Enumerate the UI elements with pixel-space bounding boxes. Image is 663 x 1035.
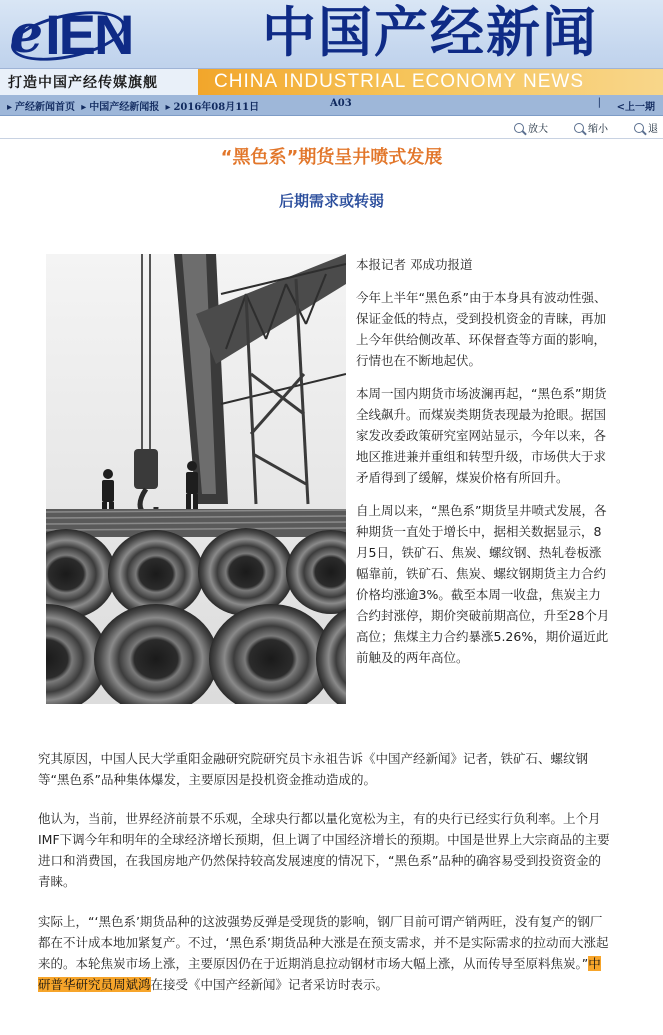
- article-paragraph-4: 究其原因，中国人民大学重阳金融研究院研究员卞永祖告诉《中国产经新闻》记者，铁矿石、螺纹钢等“黑色系”品种集体爆发，主要原因是投机资金推动造成的。: [38, 751, 589, 787]
- article-paragraph-4-block: [38, 748, 610, 790]
- breadcrumb-date-link[interactable]: 2016年08月11日: [173, 102, 260, 113]
- breadcrumb-paper-link[interactable]: 中国产经新闻报: [89, 102, 160, 113]
- article-byline: 本报记者 邓成功报道: [356, 257, 473, 272]
- breadcrumb-bar: [0, 95, 663, 116]
- article-paragraph-6-block: [38, 911, 610, 995]
- back-button[interactable]: [634, 120, 658, 135]
- zoom-out-button[interactable]: [574, 120, 608, 135]
- zoom-in-label: 放大: [528, 124, 548, 135]
- breadcrumb: [4, 98, 259, 113]
- article-paragraph-2: 本周一国内期货市场波澜再起，“黑色系”期货全线飙升。而煤炭类期货表现最为抢眼。据国家发改委政策研究室网站显示，今年以来，各地区推进兼并重组和转型升级，市场供大于求矛盾得到了缓解，煤炭价格有所回升。: [356, 386, 607, 485]
- slogan-cn: 打造中国产经传媒旗舰: [8, 75, 158, 91]
- article-subtitle: 后期需求或转弱: [278, 192, 384, 210]
- zoom-out-icon: [574, 123, 584, 133]
- breadcrumb-home-link[interactable]: 产经新闻首页: [15, 102, 76, 113]
- article-paragraph-1: 今年上半年“黑色系”由于本身具有波动性强、保证金低的特点，受到投机资金的青睐，再加上今年供给侧改革、环保督查等方面的影响，行情也在不断地起伏。: [356, 290, 607, 368]
- article-paragraph-6: [38, 911, 610, 995]
- article-title: “黑色系”期货呈井喷式发展: [220, 147, 443, 168]
- breadcrumb-arrow-icon: ▸: [165, 102, 171, 113]
- site-title: 中国产经新闻: [262, 1, 598, 64]
- paragraph-6-tail: 在接受《中国产经新闻》记者采访时表示。: [150, 977, 389, 992]
- breadcrumb-arrow-icon: ▸: [81, 102, 87, 113]
- nav-separator: |: [597, 97, 601, 108]
- previous-issue-link[interactable]: <上一期: [616, 102, 655, 113]
- zoom-out-label: 缩小: [588, 124, 608, 135]
- page-code: A03: [330, 98, 352, 109]
- slogan-bar: [0, 68, 663, 95]
- zoom-in-button[interactable]: [514, 120, 548, 135]
- logo-ien: IEN: [45, 3, 133, 66]
- zoom-in-icon: [514, 123, 524, 133]
- site-header: [0, 0, 663, 95]
- slogan-en: CHINA INDUSTRIAL ECONOMY NEWS: [214, 71, 584, 92]
- back-label: 退: [648, 124, 658, 135]
- article-paragraph-3: 自上周以来，“黑色系”期货呈井喷式发展，各种期货一直处于增长中，据相关数据显示，8月5日，铁矿石、焦炭、螺纹钢、热轧卷板涨幅靠前，铁矿石、焦炭、螺纹钢期货主力合约价格均涨逾3%。截至本周一收盘，焦炭主力合约封涨停，期价突破前期高位，升至28个月高位；焦煤主力合约暴涨5.26%，期价逼近此前触及的两年高位。: [356, 503, 610, 665]
- paragraph-6-text: 实际上，“‘黑色系’期货品种的这波强势反弹是受现货的影响，钢厂目前可谓产销两旺，没有复产的钢厂都在不计成本地加紧复产。不过，‘黑色系’期货品种大涨是在预支需求，并不是实际需求的拉动而大涨起来的。本轮焦炭市场上涨，主要原因仍在于近期消息拉动钢材市场大幅上涨，从而传导至原料焦炭。”: [38, 914, 609, 971]
- article-paragraph-5: 他认为，当前，世界经济前景不乐观，全球央行都以量化宽松为主，有的央行已经实行负利率。上个月IMF下调今年和明年的全球经济增长预期，但上调了中国经济增长的预期。中国是世界上大宗商品的主要进口和消费国，在我国房地产仍然保持较高发展速度的情况下，“黑色系”品种的确容易受到投资资金的青睐。: [38, 811, 610, 889]
- back-icon: [634, 123, 644, 133]
- breadcrumb-arrow-icon: ▸: [7, 102, 13, 113]
- article-toolbar: [0, 116, 663, 139]
- article-paragraph-5-block: [38, 808, 610, 892]
- logo-e: e: [10, 4, 44, 65]
- site-logo[interactable]: [10, 4, 132, 66]
- article-right-column: [356, 254, 611, 680]
- article-photo: [46, 254, 346, 704]
- highlighted-source: 中研普华研究员周斌鸿: [38, 956, 601, 992]
